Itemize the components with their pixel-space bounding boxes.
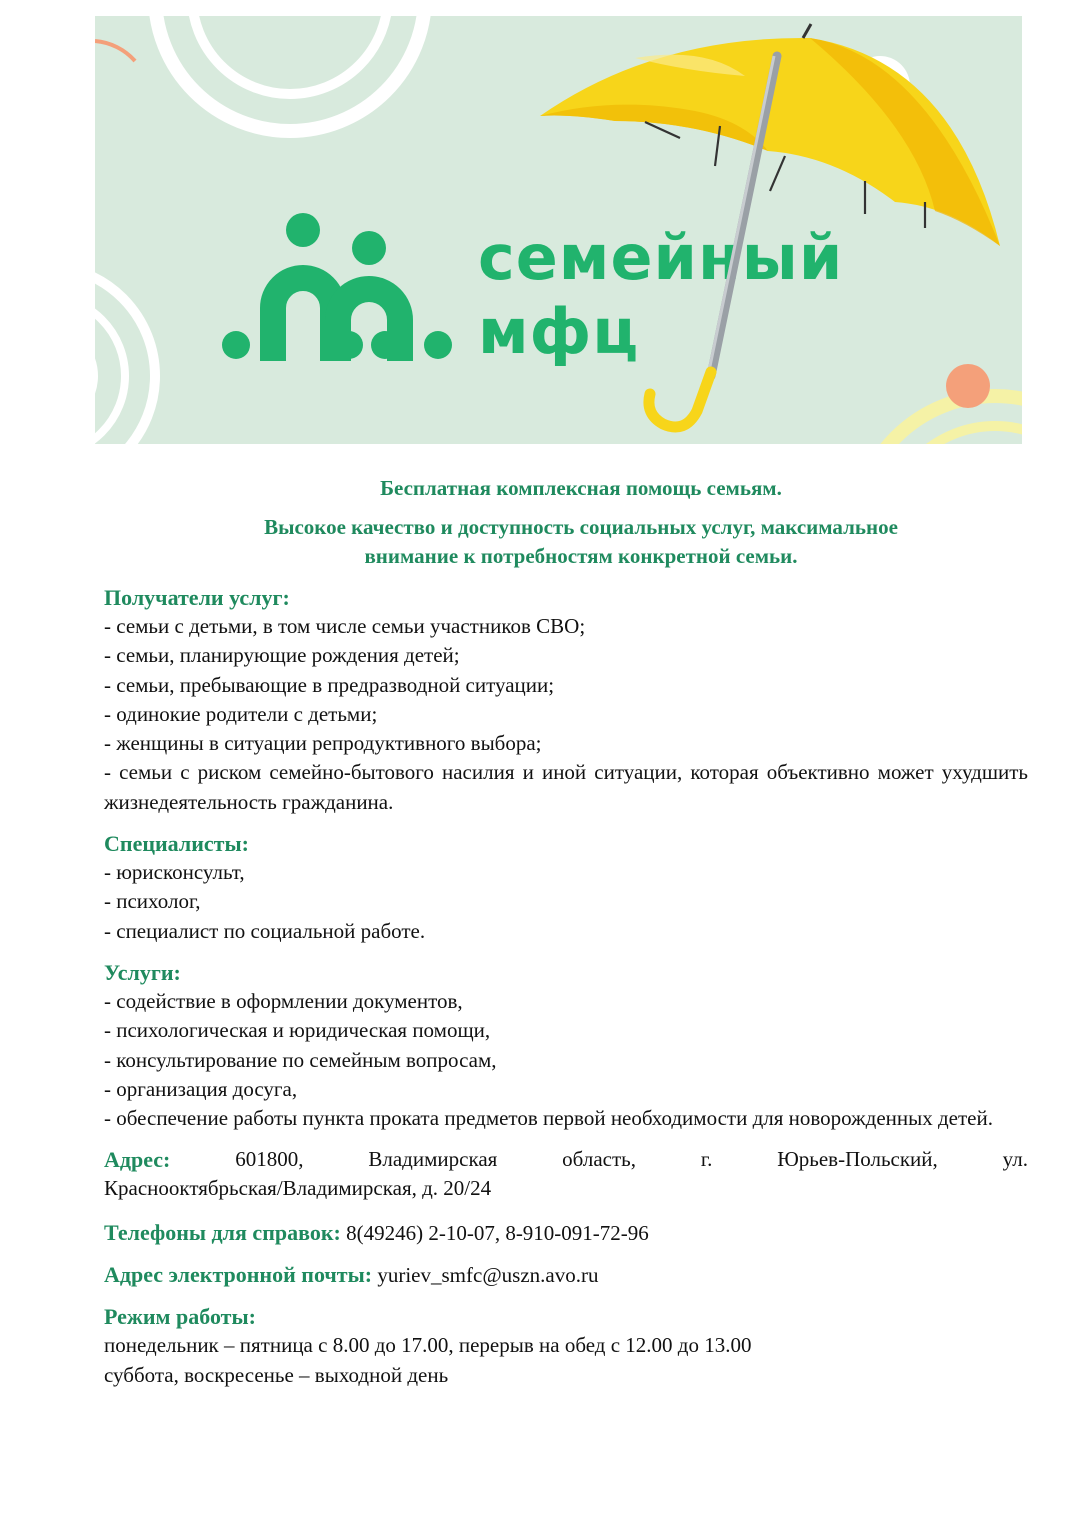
phones-section: [104, 1218, 1028, 1248]
list-item: - психологическая и юридическая помощи,: [104, 1018, 491, 1043]
list-item: - семьи с риском семейно-бытового насилия и иной ситуации, которая объективно может ухудшить жизнедеятельность гражданина.: [104, 760, 1028, 814]
list-item: - женщины в ситуации репродуктивного выбора;: [104, 731, 542, 756]
list-item: - психолог,: [104, 889, 201, 914]
address-line-2: Краснооктябрьская/Владимирская, д. 20/24: [104, 1176, 492, 1201]
list-item: - семьи, пребывающие в предразводной ситуации;: [104, 672, 555, 697]
list-item: - содействие в оформлении документов,: [104, 988, 463, 1013]
schedule-heading: Режим работы:: [104, 1304, 256, 1330]
list-item: - организация досуга,: [104, 1076, 298, 1101]
umbrella-icon: [95, 16, 1022, 444]
tagline-line-2: Высокое качество и доступность социальных услуг, максимальное: [264, 515, 898, 539]
schedule-weekend: суббота, воскресенье – выходной день: [104, 1362, 449, 1387]
logo-line-2: мфц: [478, 295, 640, 368]
tagline-quality: [104, 513, 1028, 571]
recipients-section: [104, 583, 1028, 817]
email-section: [104, 1260, 1028, 1290]
specialists-heading: Специалисты:: [104, 831, 249, 857]
recipients-heading: Получатели услуг:: [104, 585, 290, 610]
address-row: [104, 1145, 1028, 1174]
content: [104, 474, 1028, 1390]
address-part: Владимирская: [368, 1147, 498, 1172]
email-value: yuriev_smfc@uszn.avo.ru: [372, 1263, 599, 1288]
banner: [95, 16, 1022, 444]
address-part: 601800,: [235, 1147, 304, 1172]
address-part: г.: [700, 1147, 713, 1172]
list-item: - юрисконсульт,: [104, 860, 245, 885]
address-section: [104, 1145, 1028, 1203]
schedule-section: [104, 1302, 1028, 1390]
phones-value: 8(49246) 2-10-07, 8-910-091-72-96: [340, 1220, 649, 1245]
logo-line-1: семейный: [478, 221, 844, 294]
services-heading: Услуги:: [104, 959, 181, 985]
phones-label: Телефоны для справок:: [104, 1219, 341, 1245]
tagline-free-help: Бесплатная комплексная помощь семьям.: [380, 476, 782, 500]
tagline-line-3: внимание к потребностям конкретной семьи.: [364, 544, 798, 568]
specialists-section: [104, 829, 1028, 946]
address-part: ул.: [1002, 1147, 1028, 1172]
address-label: Адрес:: [104, 1147, 171, 1173]
address-part: область,: [562, 1147, 636, 1172]
list-item: - обеспечение работы пункта проката предметов первой необходимости для новорожденных детей.: [104, 1106, 993, 1131]
list-item: - одинокие родители с детьми;: [104, 701, 378, 726]
services-section: [104, 958, 1028, 1133]
address-part: Юрьев-Польский,: [777, 1147, 938, 1172]
list-item: - консультирование по семейным вопросам,: [104, 1047, 497, 1072]
list-item: - семьи, планирующие рождения детей;: [104, 643, 460, 668]
list-item: - семьи с детьми, в том числе семьи участников СВО;: [104, 614, 586, 638]
email-label: Адрес электронной почты:: [104, 1262, 373, 1288]
schedule-weekdays: понедельник – пятница с 8.00 до 17.00, перерыв на обед с 12.00 до 13.00: [104, 1333, 752, 1358]
list-item: - специалист по социальной работе.: [104, 918, 426, 943]
